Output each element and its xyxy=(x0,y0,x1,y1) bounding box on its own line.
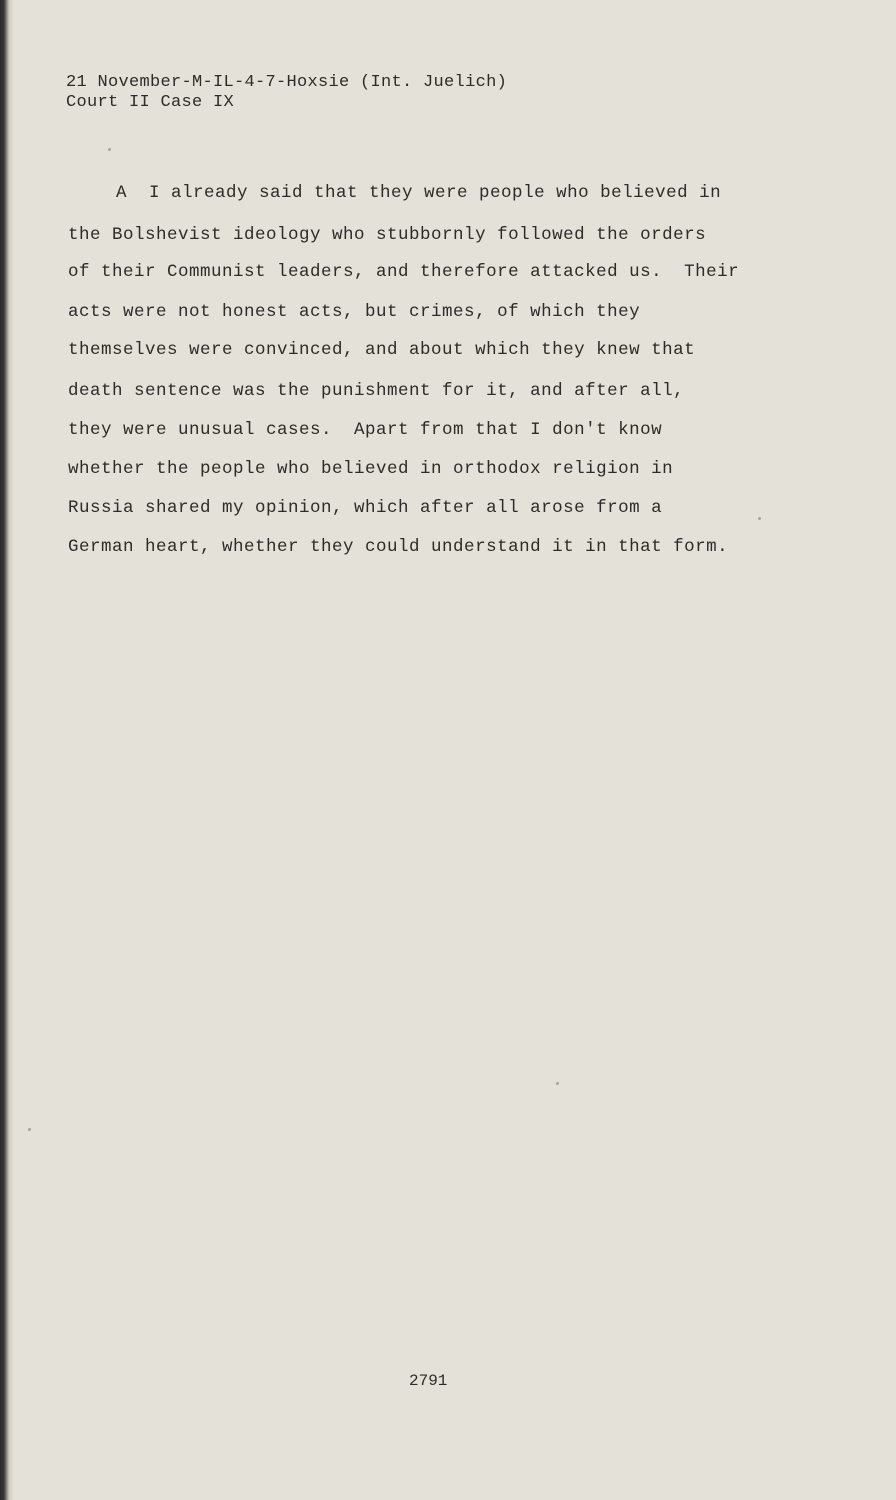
paper-speck xyxy=(758,517,761,520)
header-date-reference: 21 November-M-IL-4-7-Hoxsie (Int. Juelich) xyxy=(66,73,508,92)
testimony-line: A I already said that they were people who believed in xyxy=(116,183,722,203)
paper-speck xyxy=(556,1082,559,1085)
testimony-line: Russia shared my opinion, which after all arose from a xyxy=(68,498,663,518)
testimony-line: of their Communist leaders, and therefore attacked us. Their xyxy=(68,262,740,282)
page-number: 2791 xyxy=(409,1372,448,1390)
testimony-line: they were unusual cases. Apart from that I don't know xyxy=(68,420,663,440)
paper-speck xyxy=(108,148,111,151)
testimony-line: whether the people who believed in orthodox religion in xyxy=(68,459,674,479)
testimony-line: death sentence was the punishment for it, and after all, xyxy=(68,381,685,401)
testimony-line: German heart, whether they could understand it in that form. xyxy=(68,537,729,557)
paper-speck xyxy=(28,1128,31,1131)
page-binding-edge xyxy=(0,0,14,1500)
header-court-case: Court II Case IX xyxy=(66,93,235,112)
testimony-line: acts were not honest acts, but crimes, of which they xyxy=(68,302,641,322)
testimony-line: themselves were convinced, and about which they knew that xyxy=(68,340,696,360)
testimony-line: the Bolshevist ideology who stubbornly followed the orders xyxy=(68,225,707,245)
